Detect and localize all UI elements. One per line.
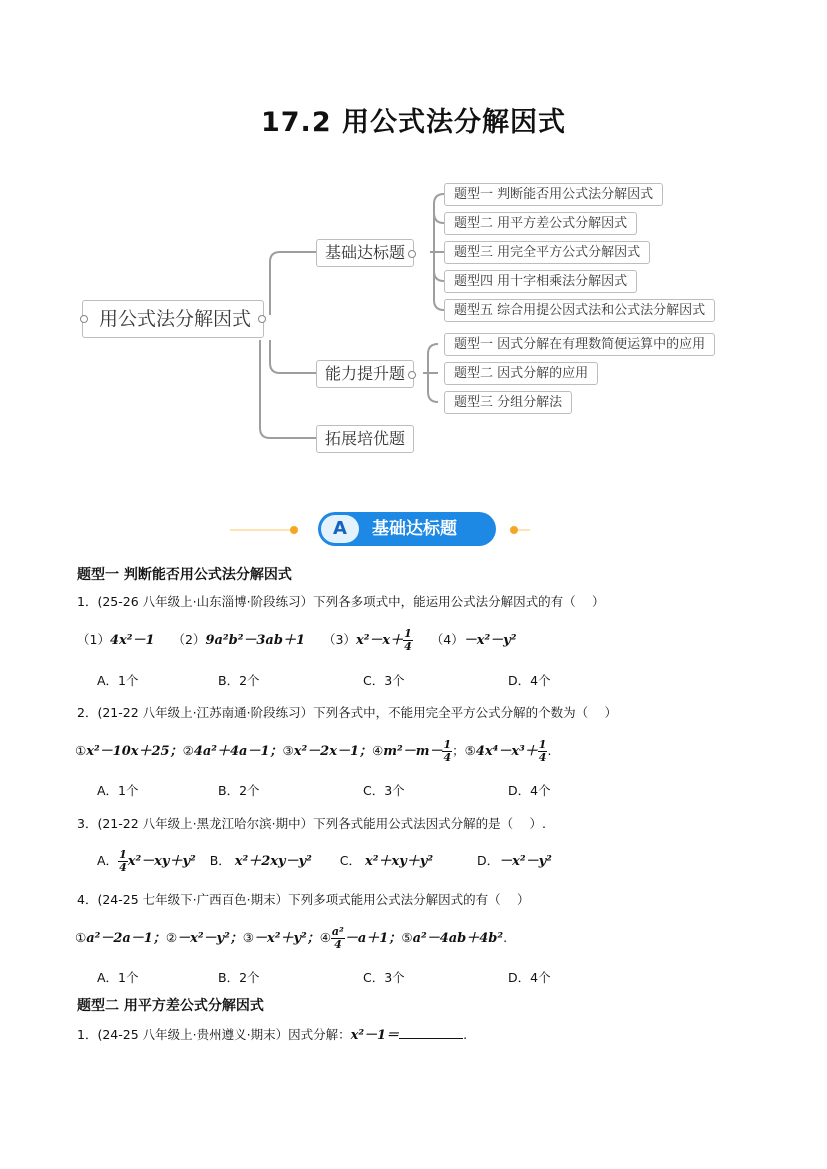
option-b[interactable]: B．2个: [218, 783, 260, 798]
question-items: ①x²－10x＋25；②4a²＋4a－1；③x²－2x－1；④m²－m－ $\frac{1}{4}$ ；⑤4x⁴－x³＋ $\frac{1}{4}$ .: [75, 738, 552, 764]
node-handle-icon: [258, 315, 266, 323]
node-handle-icon: [80, 315, 88, 323]
mindmap-leaf: 题型一 因式分解在有理数简便运算中的应用: [444, 333, 715, 356]
option-a[interactable]: A． $\frac{1}{4}$ x²－xy＋y²: [97, 848, 196, 874]
option-d[interactable]: D．4个: [508, 783, 551, 798]
mindmap-leaf: 题型五 综合用提公因式法和公式法分解因式: [444, 299, 715, 322]
option-b[interactable]: B．2个: [218, 970, 260, 985]
option-c[interactable]: C．3个: [363, 783, 405, 798]
question-items: ①a²－2a－1；②－x²－y²；③－x²＋y²；④ $\frac{\text{a²}}{4}$ －a＋1；⑤a²－4ab＋4b².: [75, 925, 508, 951]
mindmap-branch-extension: 拓展培优题: [316, 425, 414, 453]
option-d[interactable]: D．－x²－y²: [477, 853, 552, 869]
banner-text: 基础达标题: [372, 519, 457, 539]
mindmap-leaf: 题型四 用十字相乘法分解因式: [444, 270, 637, 293]
mindmap-leaf: 题型三 用完全平方公式分解因式: [444, 241, 650, 264]
option-c[interactable]: C．3个: [363, 673, 405, 688]
question-stem: 4．(24-25 七年级下·广西百色·期末）下列多项式能用公式法分解因式的有（ ）: [77, 892, 530, 907]
node-handle-icon: [408, 371, 416, 379]
question-stem: 1．(24-25 八年级上·贵州遵义·期末）因式分解：: [77, 1027, 351, 1042]
option-a[interactable]: A．1个: [97, 970, 139, 985]
mindmap-leaf: 题型二 因式分解的应用: [444, 362, 598, 385]
mindmap-root: 用公式法分解因式: [82, 300, 264, 338]
option-c[interactable]: C． x²＋xy＋y²: [339, 853, 434, 869]
question-stem: 3．(21-22 八年级上·黑龙江哈尔滨·期中）下列各式能用公式法因式分解的是（ ）.: [77, 816, 547, 831]
mindmap-branch-advanced: 能力提升题: [316, 360, 414, 388]
mindmap-leaf: 题型三 分组分解法: [444, 391, 572, 414]
option-b[interactable]: B．2个: [218, 673, 260, 688]
mindmap-leaf: 题型二 用平方差公式分解因式: [444, 212, 637, 235]
section-banner: [318, 512, 496, 546]
option-a[interactable]: A．1个: [97, 673, 139, 688]
answer-blank[interactable]: [399, 1026, 463, 1039]
option-d[interactable]: D．4个: [508, 970, 551, 985]
mindmap-connectors: [0, 0, 827, 470]
option-d[interactable]: D．4个: [508, 673, 551, 688]
banner-letter: A: [321, 515, 359, 543]
question-stem: 2．(21-22 八年级上·江苏南通·阶段练习）下列各式中，不能用完全平方公式分解的个数为（ ）: [77, 705, 618, 720]
section-heading: 题型一 判断能否用公式法分解因式: [77, 567, 292, 583]
option-c[interactable]: C．3个: [363, 970, 405, 985]
mindmap-leaf: 题型一 判断能否用公式法分解因式: [444, 183, 663, 206]
section-heading: 题型二 用平方差公式分解因式: [77, 998, 264, 1014]
node-handle-icon: [408, 250, 416, 258]
option-b[interactable]: B． x²＋2xy－y²: [209, 853, 312, 869]
question-items: （1）4x²－1 （2）9a²b²－3ab＋1 （3）x²－x＋ $\frac{1}{4}$ （4）－x²－y²: [77, 627, 517, 653]
option-a[interactable]: A．1个: [97, 783, 139, 798]
question-line: 1．(24-25 八年级上·贵州遵义·期末）因式分解：x²－1＝ .: [77, 1027, 468, 1043]
page-title: 17.2 用公式法分解因式: [260, 107, 567, 138]
question-stem: 1．(25-26 八年级上·山东淄博·阶段练习）下列各多项式中，能运用公式法分解因式的有（ ）: [77, 594, 605, 609]
mindmap-branch-basic: 基础达标题: [316, 239, 414, 267]
question-options: [97, 843, 552, 879]
